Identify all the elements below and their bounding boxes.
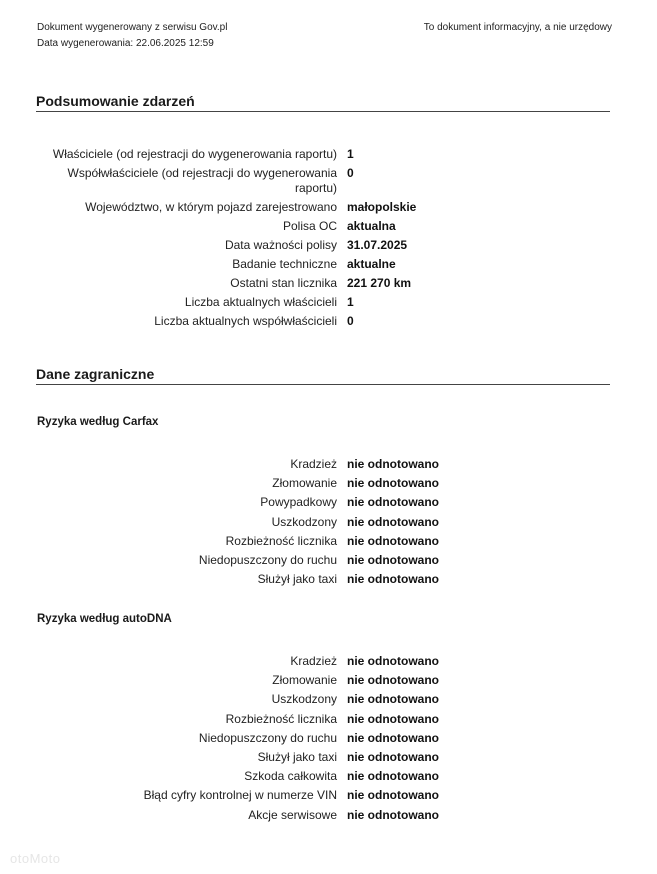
table-row: [0, 295, 657, 314]
row-value: aktualne: [347, 257, 396, 271]
row-value: 0: [347, 314, 354, 328]
watermark: otoMoto: [10, 851, 61, 866]
table-row: [0, 750, 657, 769]
disclaimer-text: To dokument informacyjny, a nie urzędowy: [423, 22, 612, 33]
row-value: 1: [347, 147, 354, 161]
table-row: [0, 654, 657, 673]
row-value: nie odnotowano: [347, 749, 439, 764]
table-row: [0, 200, 657, 219]
table-row: [0, 769, 657, 788]
row-value: 0: [347, 166, 354, 180]
row-label: Złomowanie: [272, 476, 337, 491]
row-value: nie odnotowano: [347, 807, 439, 822]
row-label: Data ważności polisy: [224, 238, 337, 252]
row-label: Rozbieżność licznika: [225, 533, 337, 548]
row-label: Szkoda całkowita: [244, 769, 337, 784]
source-text: Dokument wygenerowany z serwisu Gov.pl: [37, 22, 228, 33]
row-label: Służył jako taxi: [257, 572, 337, 587]
table-row: [0, 572, 657, 591]
table-row: [0, 476, 657, 495]
row-value: nie odnotowano: [347, 692, 439, 707]
row-label: Niedopuszczony do ruchu: [198, 552, 337, 567]
autodna-title: Ryzyka według autoDNA: [37, 613, 172, 625]
row-value: 221 270 km: [347, 276, 412, 290]
row-value: nie odnotowano: [347, 730, 439, 745]
row-value: nie odnotowano: [347, 711, 439, 726]
row-label: Uszkodzony: [271, 692, 337, 707]
row-label: Służył jako taxi: [257, 749, 337, 764]
row-label: Kradzież: [290, 654, 337, 668]
table-row: [0, 314, 657, 333]
carfax-table: [0, 457, 657, 591]
table-row: [0, 166, 657, 200]
table-row: [0, 515, 657, 534]
row-label: Współwłaściciele (od rejestracji do wygenerowania raportu): [67, 166, 337, 195]
table-row: [0, 712, 657, 731]
row-label: Rozbieżność licznika: [225, 711, 337, 726]
row-value: nie odnotowano: [347, 769, 439, 784]
row-label: Właściciele (od rejestracji do wygenerowania raportu): [52, 147, 337, 161]
table-row: [0, 808, 657, 827]
row-value: nie odnotowano: [347, 514, 439, 529]
row-value: nie odnotowano: [347, 654, 439, 668]
row-value: małopolskie: [347, 200, 417, 214]
row-value: nie odnotowano: [347, 495, 439, 510]
row-value: nie odnotowano: [347, 673, 439, 688]
carfax-title: Ryzyka według Carfax: [37, 416, 159, 428]
table-row: [0, 534, 657, 553]
document-header: [37, 20, 612, 52]
row-value: nie odnotowano: [347, 788, 439, 803]
table-row: [0, 276, 657, 295]
row-value: nie odnotowano: [347, 457, 439, 471]
summary-table: [0, 147, 657, 333]
row-label: Akcje serwisowe: [248, 807, 337, 822]
row-label: Uszkodzony: [271, 514, 337, 529]
foreign-data-title: Dane zagraniczne: [36, 366, 610, 385]
table-row: [0, 673, 657, 692]
table-row: [0, 553, 657, 572]
row-label: Niedopuszczony do ruchu: [198, 730, 337, 745]
table-row: [0, 457, 657, 476]
row-value: 1: [347, 295, 354, 309]
table-row: [0, 692, 657, 711]
row-label: Błąd cyfry kontrolnej w numerze VIN: [143, 788, 337, 803]
row-label: Polisa OC: [282, 219, 337, 233]
table-row: [0, 219, 657, 238]
row-value: 31.07.2025: [347, 238, 408, 252]
table-row: [0, 257, 657, 276]
row-label: Powypadkowy: [260, 495, 337, 510]
row-value: nie odnotowano: [347, 572, 439, 587]
row-value: nie odnotowano: [347, 552, 439, 567]
row-label: Kradzież: [290, 457, 337, 471]
row-label: Złomowanie: [272, 673, 337, 688]
generated-date: Data wygenerowania: 22.06.2025 12:59: [37, 38, 214, 49]
row-label: Ostatni stan licznika: [230, 276, 337, 290]
row-value: nie odnotowano: [347, 533, 439, 548]
table-row: [0, 731, 657, 750]
row-value: aktualna: [347, 219, 396, 233]
table-row: [0, 147, 657, 166]
summary-title: Podsumowanie zdarzeń: [36, 93, 610, 112]
table-row: [0, 238, 657, 257]
row-label: Badanie techniczne: [232, 257, 337, 271]
table-row: [0, 788, 657, 807]
row-label: Liczba aktualnych właścicieli: [184, 295, 337, 309]
autodna-table: [0, 654, 657, 827]
row-label: Liczba aktualnych współwłaścicieli: [154, 314, 337, 328]
table-row: [0, 495, 657, 514]
row-value: nie odnotowano: [347, 476, 439, 491]
row-label: Województwo, w którym pojazd zarejestrowano: [85, 200, 337, 214]
